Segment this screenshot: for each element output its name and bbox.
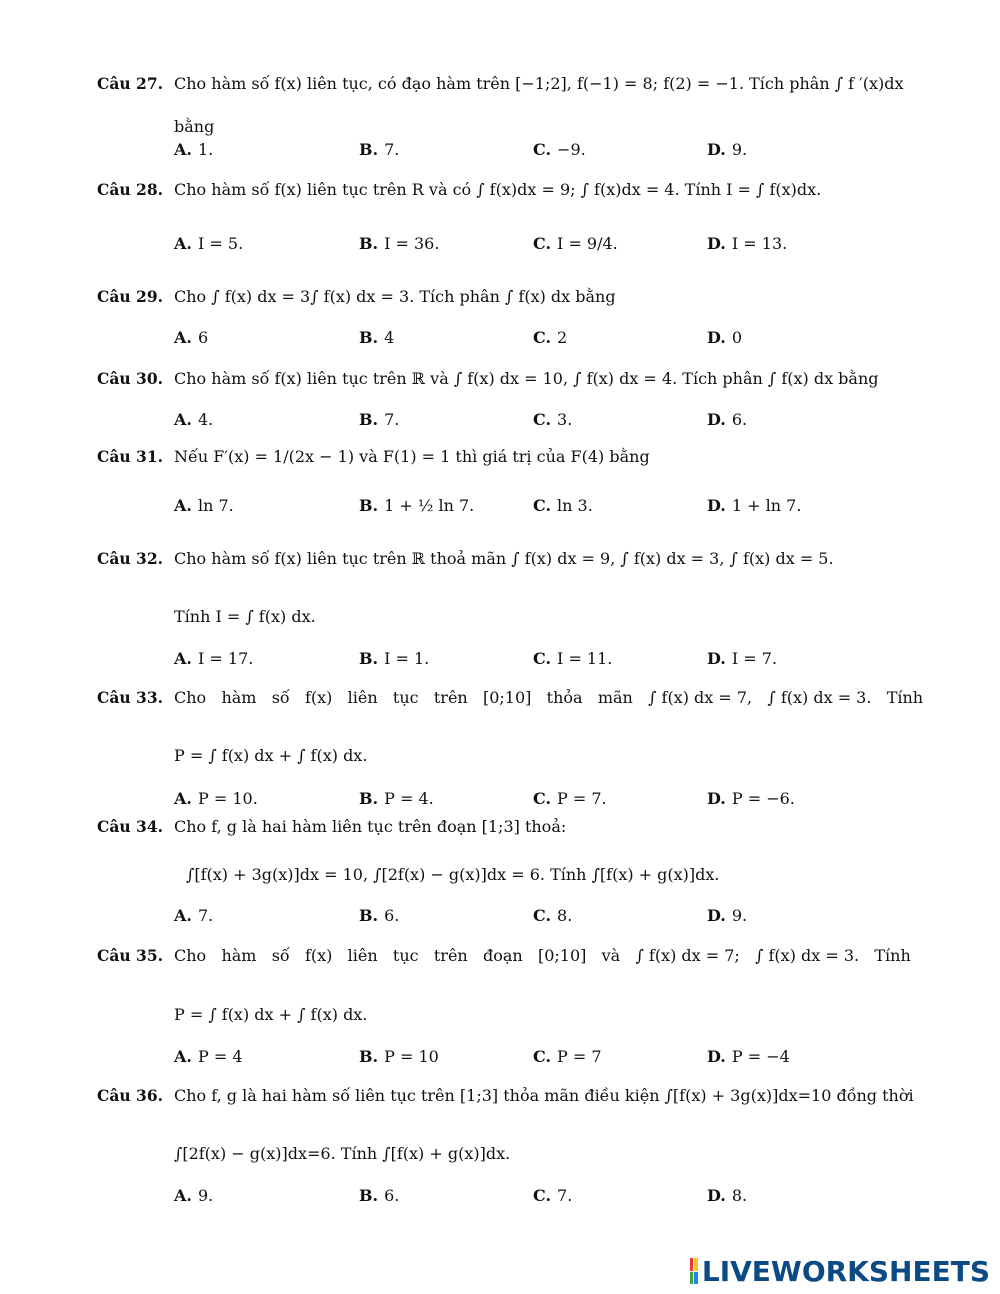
option-a[interactable]: A. I = 17. (174, 649, 254, 668)
question-number: Câu 32. (97, 549, 164, 568)
option-d[interactable]: D. I = 13. (707, 234, 788, 253)
question-stem: Cho hàm số f(x) liên tục trên ℝ thoả mãn ∫ f(x) dx = 9, ∫ f(x) dx = 3, ∫ f(x) dx = 5. (174, 549, 834, 568)
question-number: Câu 33. (97, 688, 164, 707)
question-number: Câu 27. (97, 74, 164, 93)
option-b[interactable]: B. 6. (359, 906, 400, 925)
option-b[interactable]: B. 6. (359, 1186, 400, 1205)
option-b[interactable]: B. 7. (359, 140, 400, 159)
question-stem-cont: P = ∫ f(x) dx + ∫ f(x) dx. (174, 746, 368, 765)
question-stem: Cho hàm số f(x) liên tục trên đoạn [0;10] và ∫ f(x) dx = 7; ∫ f(x) dx = 3. Tính (174, 946, 911, 965)
option-d[interactable]: D. P = −4 (707, 1047, 790, 1066)
option-c[interactable]: C. P = 7. (533, 789, 607, 808)
option-d[interactable]: D. 1 + ln 7. (707, 496, 802, 515)
option-c[interactable]: C. P = 7 (533, 1047, 602, 1066)
option-a[interactable]: A. I = 5. (174, 234, 244, 253)
option-b[interactable]: B. P = 10 (359, 1047, 439, 1066)
option-d[interactable]: D. 9. (707, 140, 748, 159)
liveworksheets-logo (690, 1255, 990, 1287)
question-stem-cont: Tính I = ∫ f(x) dx. (174, 607, 316, 626)
question-stem-cont: bằng (174, 117, 215, 136)
question-stem: Cho hàm số f(x) liên tục trên ℝ và ∫ f(x) dx = 10, ∫ f(x) dx = 4. Tích phân ∫ f(x) dx bằng (174, 369, 879, 388)
option-c[interactable]: C. I = 9/4. (533, 234, 618, 253)
question-stem: Cho ∫ f(x) dx = 3∫ f(x) dx = 3. Tích phân ∫ f(x) dx bằng (174, 287, 616, 306)
question-stem-cont: P = ∫ f(x) dx + ∫ f(x) dx. (174, 1005, 368, 1024)
option-a[interactable]: A. 9. (174, 1186, 214, 1205)
option-b[interactable]: B. 7. (359, 410, 400, 429)
question-number: Câu 28. (97, 180, 164, 199)
option-d[interactable]: D. P = −6. (707, 789, 795, 808)
option-c[interactable]: C. I = 11. (533, 649, 613, 668)
option-c[interactable]: C. ln 3. (533, 496, 593, 515)
question-stem-cont: ∫[f(x) + 3g(x)]dx = 10, ∫[2f(x) − g(x)]dx = 6. Tính ∫[f(x) + g(x)]dx. (186, 865, 720, 884)
option-b[interactable]: B. 4 (359, 328, 395, 347)
option-d[interactable]: D. 8. (707, 1186, 748, 1205)
option-d[interactable]: D. 6. (707, 410, 748, 429)
option-c[interactable]: C. 3. (533, 410, 573, 429)
logo-mark-icon (690, 1258, 698, 1284)
option-a[interactable]: A. ln 7. (174, 496, 234, 515)
option-a[interactable]: A. P = 10. (174, 789, 258, 808)
question-number: Câu 35. (97, 946, 164, 965)
option-c[interactable]: C. −9. (533, 140, 586, 159)
question-number: Câu 29. (97, 287, 164, 306)
option-c[interactable]: C. 8. (533, 906, 573, 925)
option-b[interactable]: B. 1 + ½ ln 7. (359, 496, 475, 515)
option-b[interactable]: B. P = 4. (359, 789, 434, 808)
option-b[interactable]: B. I = 1. (359, 649, 430, 668)
question-stem: Cho f, g là hai hàm liên tục trên đoạn [1;3] thoả: (174, 817, 567, 836)
question-stem: Cho hàm số f(x) liên tục trên R và có ∫ f(x)dx = 9; ∫ f(x)dx = 4. Tính I = ∫ f(x)dx. (174, 180, 822, 199)
question-stem-cont: ∫[2f(x) − g(x)]dx=6. Tính ∫[f(x) + g(x)]dx. (174, 1144, 511, 1163)
option-a[interactable]: A. 6 (174, 328, 209, 347)
question-stem: Cho hàm số f(x) liên tục, có đạo hàm trên [−1;2], f(−1) = 8; f(2) = −1. Tích phân ∫ f ′(x)dx (174, 74, 904, 93)
question-stem: Cho f, g là hai hàm số liên tục trên [1;3] thỏa mãn điều kiện ∫[f(x) + 3g(x)]dx=10 đồng thời (174, 1086, 914, 1105)
question-stem: Nếu F′(x) = 1/(2x − 1) và F(1) = 1 thì giá trị của F(4) bằng (174, 447, 650, 466)
option-c[interactable]: C. 2 (533, 328, 568, 347)
option-c[interactable]: C. 7. (533, 1186, 573, 1205)
question-number: Câu 34. (97, 817, 164, 836)
logo-text: LIVEWORKSHEETS (701, 1254, 990, 1288)
question-number: Câu 36. (97, 1086, 164, 1105)
question-number: Câu 30. (97, 369, 164, 388)
option-b[interactable]: B. I = 36. (359, 234, 440, 253)
question-number: Câu 31. (97, 447, 164, 466)
option-d[interactable]: D. 9. (707, 906, 748, 925)
option-d[interactable]: D. I = 7. (707, 649, 778, 668)
option-a[interactable]: A. P = 4 (174, 1047, 243, 1066)
option-a[interactable]: A. 1. (174, 140, 214, 159)
option-d[interactable]: D. 0 (707, 328, 743, 347)
option-a[interactable]: A. 4. (174, 410, 214, 429)
option-a[interactable]: A. 7. (174, 906, 214, 925)
question-stem: Cho hàm số f(x) liên tục trên [0;10] thỏa mãn ∫ f(x) dx = 7, ∫ f(x) dx = 3. Tính (174, 688, 924, 707)
